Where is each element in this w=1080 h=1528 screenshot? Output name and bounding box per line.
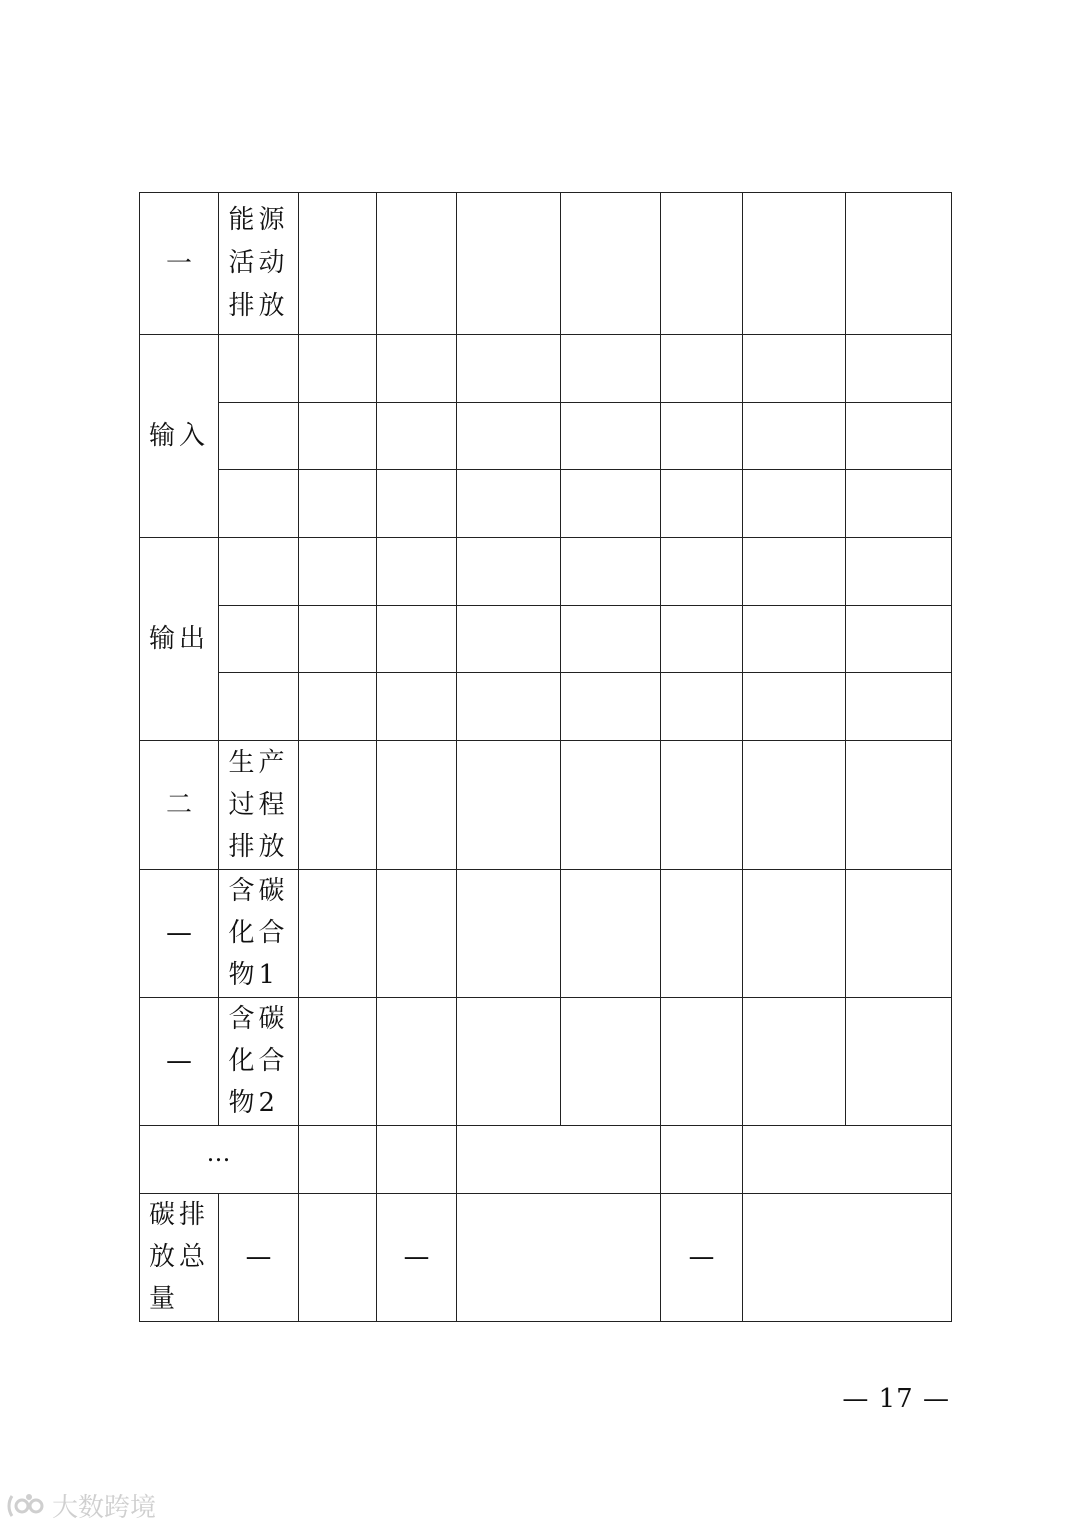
table-row-input	[140, 335, 952, 403]
page-number: — 17 —	[842, 1384, 950, 1414]
table-cell[interactable]	[377, 869, 457, 997]
row-label-two: 二	[140, 741, 219, 869]
row-label-output	[140, 538, 219, 741]
table-cell[interactable]	[561, 869, 661, 997]
table-cell[interactable]	[457, 403, 561, 470]
row-label-dash	[140, 869, 219, 997]
table-cell[interactable]	[846, 335, 952, 403]
table-cell[interactable]	[299, 1125, 377, 1193]
table-row-input	[140, 403, 952, 470]
energy-label-text: 能源活动排放	[228, 205, 289, 322]
compound2-label-text: 含碳化合物2	[228, 1004, 289, 1119]
table-row-energy	[140, 193, 952, 335]
emission-table	[139, 192, 952, 1322]
table-cell[interactable]	[457, 997, 561, 1125]
table-cell[interactable]	[743, 470, 846, 538]
table-cell[interactable]	[299, 335, 377, 403]
table-cell[interactable]	[743, 673, 846, 741]
table-cell[interactable]	[661, 335, 743, 403]
table-cell[interactable]	[846, 741, 952, 869]
table-cell[interactable]	[299, 606, 377, 673]
dash-text: —	[166, 918, 192, 949]
table-cell[interactable]	[846, 403, 952, 470]
row-label-compound1	[219, 869, 299, 997]
table-cell[interactable]	[219, 403, 299, 470]
table-cell[interactable]	[377, 335, 457, 403]
table-cell[interactable]	[299, 193, 377, 335]
table-cell[interactable]	[377, 673, 457, 741]
table-cell[interactable]	[561, 538, 661, 606]
table-cell[interactable]	[457, 1193, 661, 1321]
table-row-output	[140, 673, 952, 741]
table-cell[interactable]	[299, 673, 377, 741]
table-cell[interactable]	[743, 403, 846, 470]
table-cell[interactable]	[299, 741, 377, 869]
table-cell[interactable]	[743, 741, 846, 869]
table-cell[interactable]	[561, 193, 661, 335]
row-label-one: 一	[140, 193, 219, 335]
table-cell[interactable]	[561, 470, 661, 538]
table-cell[interactable]	[219, 470, 299, 538]
compound1-label-text: 含碳化合物1	[228, 876, 289, 991]
table-cell[interactable]	[219, 335, 299, 403]
table-cell[interactable]	[377, 997, 457, 1125]
table-cell[interactable]	[299, 403, 377, 470]
watermark	[6, 1487, 156, 1524]
table-cell[interactable]	[561, 741, 661, 869]
table-cell[interactable]	[299, 997, 377, 1125]
table-cell[interactable]	[743, 1193, 952, 1321]
table-cell[interactable]	[299, 1193, 377, 1321]
table-cell[interactable]	[661, 403, 743, 470]
ellipsis-text: …	[206, 1139, 232, 1168]
row-label-compound2	[219, 997, 299, 1125]
table-row-input	[140, 470, 952, 538]
table-cell[interactable]	[457, 193, 561, 335]
table-cell[interactable]	[743, 869, 846, 997]
table-cell[interactable]	[219, 673, 299, 741]
brand-logo-icon	[6, 1492, 46, 1520]
table-cell[interactable]	[377, 538, 457, 606]
watermark-text: 大数跨境	[52, 1493, 157, 1523]
table-cell[interactable]	[457, 606, 561, 673]
table-row-compound1	[140, 869, 952, 997]
table-cell[interactable]	[299, 538, 377, 606]
table-cell[interactable]	[661, 470, 743, 538]
table-cell[interactable]	[661, 193, 743, 335]
table-cell[interactable]	[377, 1125, 457, 1193]
row-label-total	[140, 1193, 219, 1321]
row-label-input	[140, 335, 219, 538]
row-label-energy	[219, 193, 299, 335]
dash-text: —	[166, 1046, 192, 1077]
table-cell[interactable]	[561, 335, 661, 403]
input-label-text: 输入	[148, 421, 209, 452]
table-cell[interactable]	[743, 997, 846, 1125]
table-cell[interactable]	[377, 193, 457, 335]
table-cell[interactable]	[219, 538, 299, 606]
table-cell[interactable]	[377, 741, 457, 869]
table-cell[interactable]	[846, 538, 952, 606]
table-cell[interactable]	[299, 869, 377, 997]
table-row-total	[140, 1193, 952, 1321]
table-cell[interactable]	[661, 673, 743, 741]
table-cell[interactable]	[561, 997, 661, 1125]
table-cell[interactable]	[846, 869, 952, 997]
table-cell[interactable]	[377, 403, 457, 470]
table-row-process	[140, 741, 952, 869]
output-label-text: 输出	[148, 624, 209, 655]
table-cell[interactable]	[561, 403, 661, 470]
table-cell[interactable]	[846, 193, 952, 335]
table-row-ellipsis	[140, 1125, 952, 1193]
table-cell[interactable]	[661, 1125, 743, 1193]
table-cell[interactable]	[846, 673, 952, 741]
table-row-output	[140, 538, 952, 606]
total-dash-cell	[377, 1193, 457, 1321]
table-cell[interactable]	[457, 741, 561, 869]
row-label-ellipsis	[140, 1125, 299, 1193]
table-row-output	[140, 606, 952, 673]
dash-text: —	[245, 1242, 272, 1273]
table-cell[interactable]	[457, 470, 561, 538]
row-label-process	[219, 741, 299, 869]
table-cell[interactable]	[661, 997, 743, 1125]
table-cell[interactable]	[743, 606, 846, 673]
table-cell[interactable]	[377, 470, 457, 538]
process-label-text: 生产过程排放	[228, 747, 289, 862]
row-label-dash	[140, 997, 219, 1125]
table-cell[interactable]	[743, 193, 846, 335]
total-label-text: 碳排放总量	[149, 1200, 210, 1315]
table-cell[interactable]	[661, 869, 743, 997]
table-cell[interactable]	[846, 470, 952, 538]
table-cell[interactable]	[457, 335, 561, 403]
table-cell[interactable]	[743, 538, 846, 606]
table-cell[interactable]	[743, 1125, 952, 1193]
table-cell[interactable]	[457, 673, 561, 741]
table-cell[interactable]	[457, 1125, 661, 1193]
table-cell[interactable]	[457, 869, 561, 997]
table-cell[interactable]	[743, 335, 846, 403]
table-cell[interactable]	[846, 606, 952, 673]
table-row-compound2	[140, 997, 952, 1125]
table-cell[interactable]	[661, 538, 743, 606]
total-dash-cell	[219, 1193, 299, 1321]
table-cell[interactable]	[661, 741, 743, 869]
table-cell[interactable]	[299, 470, 377, 538]
table-cell[interactable]	[561, 673, 661, 741]
table-cell[interactable]	[457, 538, 561, 606]
dash-text: —	[688, 1242, 715, 1273]
table-cell[interactable]	[661, 606, 743, 673]
table-cell[interactable]	[846, 997, 952, 1125]
table-cell[interactable]	[377, 606, 457, 673]
dash-text: —	[403, 1242, 430, 1273]
table-cell[interactable]	[561, 606, 661, 673]
table-cell[interactable]	[219, 606, 299, 673]
total-dash-cell	[661, 1193, 743, 1321]
